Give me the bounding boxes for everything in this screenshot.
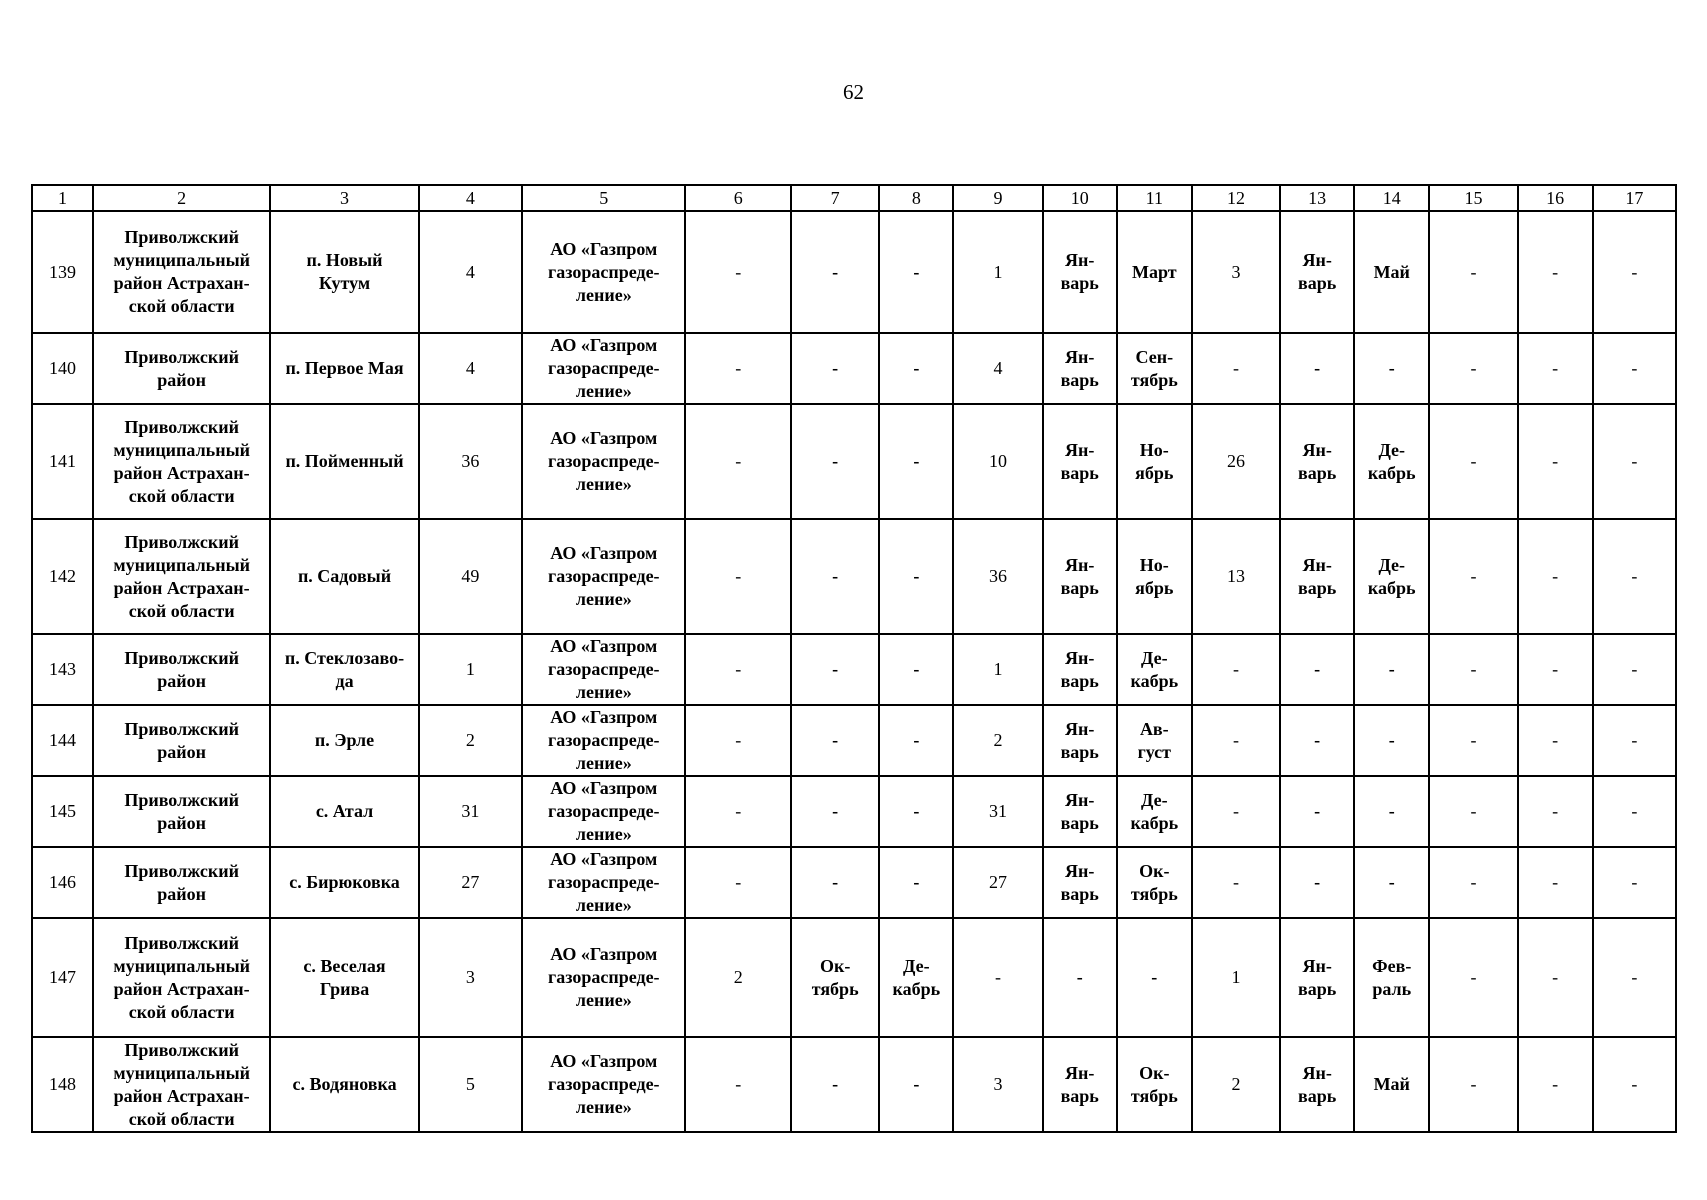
table-cell: - <box>791 776 879 847</box>
table-cell: 1 <box>953 634 1042 705</box>
table-cell: - <box>1280 847 1354 918</box>
organization-cell: АО «Газпром газораспреде- ление» <box>522 333 685 404</box>
table-cell: Ок- тябрь <box>1117 847 1192 918</box>
table-cell: - <box>685 404 791 519</box>
municipality-cell: Приволжский район <box>93 847 271 918</box>
municipality-cell: Приволжский муниципальный район Астрахан- ской области <box>93 211 271 333</box>
row-number-cell: 145 <box>32 776 93 847</box>
settlement-cell: с. Бирюковка <box>270 847 418 918</box>
table-cell: 36 <box>419 404 523 519</box>
column-header: 13 <box>1280 185 1354 211</box>
table-cell: 3 <box>953 1037 1042 1132</box>
table-cell: - <box>791 333 879 404</box>
table-cell: - <box>791 705 879 776</box>
table-cell: - <box>1192 847 1280 918</box>
municipality-cell: Приволжский район <box>93 333 271 404</box>
table-cell: - <box>879 776 953 847</box>
table-cell: 1 <box>953 211 1042 333</box>
table-cell: - <box>1354 705 1429 776</box>
column-header: 10 <box>1043 185 1117 211</box>
table-cell: - <box>1518 705 1593 776</box>
table-cell: - <box>1280 776 1354 847</box>
table-cell: - <box>685 705 791 776</box>
table-cell: Ок- тябрь <box>791 918 879 1037</box>
table-cell: Но- ябрь <box>1117 404 1192 519</box>
table-cell: - <box>1518 1037 1593 1132</box>
table-cell: - <box>879 1037 953 1132</box>
table-cell: - <box>1429 776 1517 847</box>
table-cell: - <box>1429 404 1517 519</box>
table-cell: Ян- варь <box>1280 211 1354 333</box>
table-cell: - <box>1593 776 1676 847</box>
table-cell: Ян- варь <box>1280 918 1354 1037</box>
page-number: 62 <box>843 80 864 104</box>
table-cell: - <box>1192 705 1280 776</box>
settlement-cell: п. Стеклозаво- да <box>270 634 418 705</box>
table-cell: - <box>879 404 953 519</box>
table-cell: 31 <box>953 776 1042 847</box>
settlement-cell: п. Пойменный <box>270 404 418 519</box>
data-table <box>31 184 1677 1133</box>
table-cell: Ян- варь <box>1280 404 1354 519</box>
header-row <box>32 185 1676 211</box>
table-cell: 4 <box>419 211 523 333</box>
settlement-cell: п. Эрле <box>270 705 418 776</box>
table-cell: 2 <box>953 705 1042 776</box>
table-cell: - <box>1429 519 1517 634</box>
table-cell: - <box>879 211 953 333</box>
table-cell: Ян- варь <box>1043 776 1117 847</box>
table-cell: 2 <box>1192 1037 1280 1132</box>
table-cell: - <box>1593 918 1676 1037</box>
settlement-cell: п. Первое Мая <box>270 333 418 404</box>
table-cell: Ав- густ <box>1117 705 1192 776</box>
table-cell: 26 <box>1192 404 1280 519</box>
table-cell: - <box>791 634 879 705</box>
table-cell: Ок- тябрь <box>1117 1037 1192 1132</box>
table-cell: - <box>1593 404 1676 519</box>
table-cell: 36 <box>953 519 1042 634</box>
column-header: 6 <box>685 185 791 211</box>
table-cell: - <box>1593 519 1676 634</box>
organization-cell: АО «Газпром газораспреде- ление» <box>522 519 685 634</box>
organization-cell: АО «Газпром газораспреде- ление» <box>522 634 685 705</box>
table-cell: 1 <box>1192 918 1280 1037</box>
table-cell: - <box>1429 211 1517 333</box>
table-cell: - <box>791 211 879 333</box>
column-header: 12 <box>1192 185 1280 211</box>
organization-cell: АО «Газпром газораспреде- ление» <box>522 918 685 1037</box>
table-cell: - <box>1192 776 1280 847</box>
table-cell: - <box>791 519 879 634</box>
table-cell: Ян- варь <box>1280 1037 1354 1132</box>
table-cell: Ян- варь <box>1043 705 1117 776</box>
column-header: 7 <box>791 185 879 211</box>
table-cell: 5 <box>419 1037 523 1132</box>
column-header: 9 <box>953 185 1042 211</box>
table-cell: 27 <box>419 847 523 918</box>
table-cell: - <box>1192 333 1280 404</box>
table-cell: - <box>791 1037 879 1132</box>
table-cell: - <box>879 847 953 918</box>
column-header: 8 <box>879 185 953 211</box>
table-row <box>32 519 1676 634</box>
municipality-cell: Приволжский муниципальный район Астрахан- ской области <box>93 519 271 634</box>
table-cell: - <box>1429 1037 1517 1132</box>
table-cell: - <box>1354 333 1429 404</box>
table-cell: Де- кабрь <box>1354 519 1429 634</box>
row-number-cell: 143 <box>32 634 93 705</box>
table-cell: - <box>1593 1037 1676 1132</box>
table-cell: - <box>685 847 791 918</box>
table-cell: - <box>1429 333 1517 404</box>
table-cell: - <box>1518 918 1593 1037</box>
organization-cell: АО «Газпром газораспреде- ление» <box>522 847 685 918</box>
column-header: 3 <box>270 185 418 211</box>
table-row <box>32 634 1676 705</box>
municipality-cell: Приволжский муниципальный район Астрахан- ской области <box>93 918 271 1037</box>
settlement-cell: п. Новый Кутум <box>270 211 418 333</box>
settlement-cell: с. Веселая Грива <box>270 918 418 1037</box>
table-cell: - <box>1518 333 1593 404</box>
table-cell: - <box>1429 847 1517 918</box>
table-cell: - <box>879 519 953 634</box>
row-number-cell: 139 <box>32 211 93 333</box>
table-row <box>32 404 1676 519</box>
table-cell: 2 <box>419 705 523 776</box>
table-cell: - <box>1593 705 1676 776</box>
table-cell: - <box>879 705 953 776</box>
organization-cell: АО «Газпром газораспреде- ление» <box>522 1037 685 1132</box>
table-cell: Май <box>1354 1037 1429 1132</box>
row-number-cell: 142 <box>32 519 93 634</box>
table-cell: - <box>685 634 791 705</box>
table-cell: - <box>879 634 953 705</box>
table-cell: - <box>879 333 953 404</box>
table-cell: Де- кабрь <box>1117 634 1192 705</box>
table-cell: - <box>791 404 879 519</box>
column-header: 14 <box>1354 185 1429 211</box>
column-header: 2 <box>93 185 271 211</box>
table-cell: Ян- варь <box>1280 519 1354 634</box>
organization-cell: АО «Газпром газораспреде- ление» <box>522 404 685 519</box>
table-cell: - <box>685 333 791 404</box>
row-number-cell: 144 <box>32 705 93 776</box>
column-header: 11 <box>1117 185 1192 211</box>
municipality-cell: Приволжский район <box>93 705 271 776</box>
table-cell: 3 <box>1192 211 1280 333</box>
table-cell: - <box>1518 211 1593 333</box>
table-cell: - <box>1593 211 1676 333</box>
row-number-cell: 148 <box>32 1037 93 1132</box>
table-row <box>32 211 1676 333</box>
table-cell: Ян- варь <box>1043 211 1117 333</box>
table-row <box>32 918 1676 1037</box>
table-cell: 10 <box>953 404 1042 519</box>
table-cell: - <box>1518 776 1593 847</box>
table-cell: - <box>685 519 791 634</box>
table-cell: Де- кабрь <box>1117 776 1192 847</box>
column-header: 16 <box>1518 185 1593 211</box>
table-cell: Ян- варь <box>1043 519 1117 634</box>
table-cell: - <box>1518 519 1593 634</box>
table-cell: - <box>1593 634 1676 705</box>
table-cell: - <box>1518 404 1593 519</box>
table-cell: 49 <box>419 519 523 634</box>
table-cell: Сен- тябрь <box>1117 333 1192 404</box>
table-cell: Ян- варь <box>1043 404 1117 519</box>
table-cell: - <box>1354 776 1429 847</box>
table-cell: Фев- раль <box>1354 918 1429 1037</box>
table-row <box>32 705 1676 776</box>
row-number-cell: 141 <box>32 404 93 519</box>
column-header: 4 <box>419 185 523 211</box>
table-cell: - <box>791 847 879 918</box>
settlement-cell: с. Атал <box>270 776 418 847</box>
table-cell: 4 <box>953 333 1042 404</box>
table-cell: 4 <box>419 333 523 404</box>
municipality-cell: Приволжский муниципальный район Астрахан- ской области <box>93 1037 271 1132</box>
table-row <box>32 1037 1676 1132</box>
organization-cell: АО «Газпром газораспреде- ление» <box>522 776 685 847</box>
table-cell: Ян- варь <box>1043 634 1117 705</box>
table-cell: Март <box>1117 211 1192 333</box>
table-cell: - <box>1280 705 1354 776</box>
table-cell: Ян- варь <box>1043 1037 1117 1132</box>
table-cell: 3 <box>419 918 523 1037</box>
municipality-cell: Приволжский район <box>93 776 271 847</box>
table-cell: 2 <box>685 918 791 1037</box>
table-cell: - <box>1192 634 1280 705</box>
table-cell: - <box>1429 918 1517 1037</box>
table-cell: - <box>1429 634 1517 705</box>
table-cell: - <box>1354 847 1429 918</box>
table-cell: - <box>685 776 791 847</box>
municipality-cell: Приволжский район <box>93 634 271 705</box>
table-cell: Ян- варь <box>1043 847 1117 918</box>
settlement-cell: п. Садовый <box>270 519 418 634</box>
row-number-cell: 147 <box>32 918 93 1037</box>
table-cell: Но- ябрь <box>1117 519 1192 634</box>
table-cell: - <box>1280 634 1354 705</box>
table-cell: - <box>685 1037 791 1132</box>
municipality-cell: Приволжский муниципальный район Астрахан- ской области <box>93 404 271 519</box>
table-cell: - <box>1117 918 1192 1037</box>
table-cell: Май <box>1354 211 1429 333</box>
table-cell: - <box>1593 847 1676 918</box>
table-row <box>32 333 1676 404</box>
row-number-cell: 146 <box>32 847 93 918</box>
column-header: 5 <box>522 185 685 211</box>
table-cell: - <box>1429 705 1517 776</box>
column-header: 17 <box>1593 185 1676 211</box>
table-cell: - <box>1043 918 1117 1037</box>
table-cell: 13 <box>1192 519 1280 634</box>
table-cell: Де- кабрь <box>1354 404 1429 519</box>
table-cell: 27 <box>953 847 1042 918</box>
table-cell: Де- кабрь <box>879 918 953 1037</box>
column-header: 15 <box>1429 185 1517 211</box>
table-row <box>32 776 1676 847</box>
column-header: 1 <box>32 185 93 211</box>
table-cell: - <box>1518 847 1593 918</box>
table-row <box>32 847 1676 918</box>
table-cell: - <box>1354 634 1429 705</box>
organization-cell: АО «Газпром газораспреде- ление» <box>522 211 685 333</box>
organization-cell: АО «Газпром газораспреде- ление» <box>522 705 685 776</box>
table-cell: - <box>1518 634 1593 705</box>
table-cell: Ян- варь <box>1043 333 1117 404</box>
table-cell: 31 <box>419 776 523 847</box>
table-cell: - <box>1280 333 1354 404</box>
table-cell: - <box>1593 333 1676 404</box>
table-cell: - <box>953 918 1042 1037</box>
row-number-cell: 140 <box>32 333 93 404</box>
settlement-cell: с. Водяновка <box>270 1037 418 1132</box>
table-cell: - <box>685 211 791 333</box>
table-cell: 1 <box>419 634 523 705</box>
